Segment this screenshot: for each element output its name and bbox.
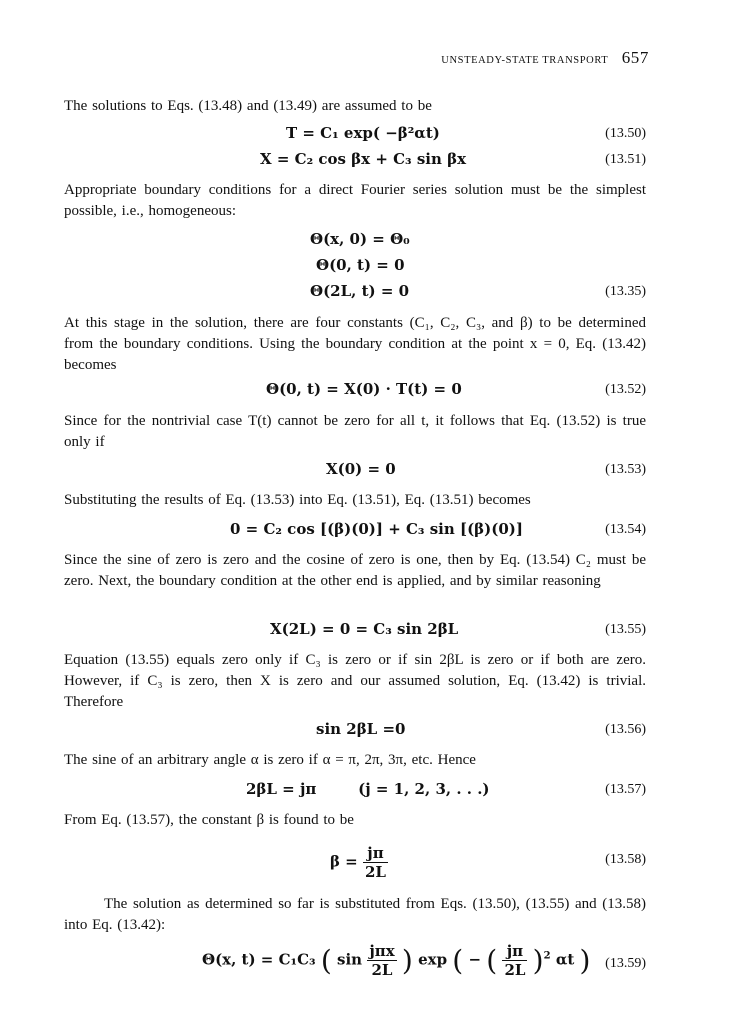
fraction-numerator: jπx (369, 942, 395, 960)
equation-text: X(2L) = 0 = C₃ sin 2βL (270, 620, 459, 638)
equation-number: (13.56) (605, 722, 646, 737)
left-paren: ( (486, 944, 498, 977)
equation-text: sin 2βL =0 (316, 720, 406, 738)
paragraph-3: At this stage in the solution, there are four constants (C₁, C₂, C₃, and β) to be determined from the boundary conditions. Using the boundary condition at the point x = 0, Eq. (13.42) becomes (64, 315, 646, 373)
paragraph-10: The solution as determined so far is substituted from Eqs. (13.50), (13.55) and (13.58) into Eq. (13.42): (64, 896, 646, 933)
equation-lhs: Θ(x, t) = C₁C₃ (202, 950, 316, 969)
equation-text: 2βL = jπ (j = 1, 2, 3, . . .) (246, 780, 490, 798)
equation-number: (13.54) (605, 522, 646, 537)
equation-number: (13.57) (605, 782, 646, 797)
equation-13-59 (64, 938, 646, 994)
equation-13-51 (64, 150, 646, 176)
fraction (502, 942, 527, 979)
paragraph-8: The sine of an arbitrary angle α is zero if α = π, 2π, 3π, etc. Hence (64, 752, 476, 768)
fraction-denominator: 2L (371, 961, 393, 979)
equation-13-53 (64, 460, 646, 486)
equation-13-58 (64, 838, 646, 884)
running-title: UNSTEADY-STATE TRANSPORT (441, 55, 609, 66)
fraction (363, 844, 388, 881)
equation-13-52 (64, 380, 646, 406)
alpha-t: αt (555, 950, 575, 969)
equation-number: (13.59) (605, 956, 646, 971)
equation-text: T = C₁ exp( −β²αt) (286, 124, 440, 142)
exp-label: exp (418, 950, 448, 969)
fraction-numerator: jπ (363, 844, 388, 863)
equation-number: (13.51) (605, 152, 646, 167)
left-paren: ( (452, 944, 464, 977)
equation-lhs: β = (330, 852, 358, 871)
left-paren: ( (320, 944, 332, 977)
right-paren: ) (532, 944, 544, 977)
fraction-numerator: jπ (502, 942, 527, 961)
equation-13-55 (64, 620, 646, 646)
equation-number: (13.55) (605, 622, 646, 637)
equation-text: Θ(2L, t) = 0 (310, 282, 410, 300)
right-paren: ) (579, 944, 591, 977)
minus-sign: − (468, 950, 482, 969)
equation-13-56 (64, 720, 646, 746)
right-paren: ) (401, 944, 413, 977)
equation-text: X(0) = 0 (326, 460, 396, 478)
equation-text: 0 = C₂ cos [(β)(0)] + C₃ sin [(β)(0)] (230, 520, 523, 538)
running-header (441, 48, 649, 68)
equation-13-50 (64, 124, 646, 150)
paragraph-5: Substituting the results of Eq. (13.53) into Eq. (13.51), Eq. (13.51) becomes (64, 492, 531, 508)
equation-number: (13.50) (605, 126, 646, 141)
equation-text: X = C₂ cos βx + C₃ sin βx (260, 150, 467, 168)
exponent: 2 (543, 950, 551, 962)
boundary-condition-2 (64, 256, 646, 282)
sine-label: sin (337, 950, 363, 969)
paragraph-6: Since the sine of zero is zero and the cosine of zero is one, then by Eq. (13.54) C₂ must be zero. Next, the boundary condition at the other end is applied, and by similar reasoning (64, 552, 646, 589)
equation-number: (13.35) (605, 284, 646, 299)
equation-text: Θ(0, t) = 0 (316, 256, 405, 274)
equation-13-35 (64, 282, 646, 308)
page-number: 657 (621, 48, 649, 67)
equation-13-57 (64, 780, 646, 806)
fraction (367, 942, 396, 979)
equation-number: (13.52) (605, 382, 646, 397)
fraction-denominator: 2L (504, 961, 526, 979)
paragraph-9: From Eq. (13.57), the constant β is found to be (64, 812, 354, 828)
equation-text: Θ(x, 0) = Θ₀ (310, 230, 410, 248)
equation-body (202, 942, 590, 979)
equation-text: Θ(0, t) = X(0) · T(t) = 0 (266, 380, 462, 398)
paragraph-7: Equation (13.55) equals zero only if C₃ is zero or if sin 2βL is zero or if both are zero. However, if C₃ is zero, then X is zero and our assumed solution, Eq. (13.42) is trivial. Therefore (64, 652, 646, 710)
equation-body (330, 844, 388, 881)
fraction-denominator: 2L (365, 863, 386, 881)
equation-13-54 (64, 520, 646, 546)
paragraph-4: Since for the nontrivial case T(t) cannot be zero for all t, it follows that Eq. (13.52) is true only if (64, 413, 646, 450)
paragraph-1: The solutions to Eqs. (13.48) and (13.49) are assumed to be (64, 98, 432, 114)
paragraph-2: Appropriate boundary conditions for a direct Fourier series solution must be the simplest possible, i.e., homogeneous: (64, 182, 646, 219)
equation-number: (13.58) (605, 852, 646, 867)
boundary-condition-1 (64, 230, 646, 256)
equation-number: (13.53) (605, 462, 646, 477)
